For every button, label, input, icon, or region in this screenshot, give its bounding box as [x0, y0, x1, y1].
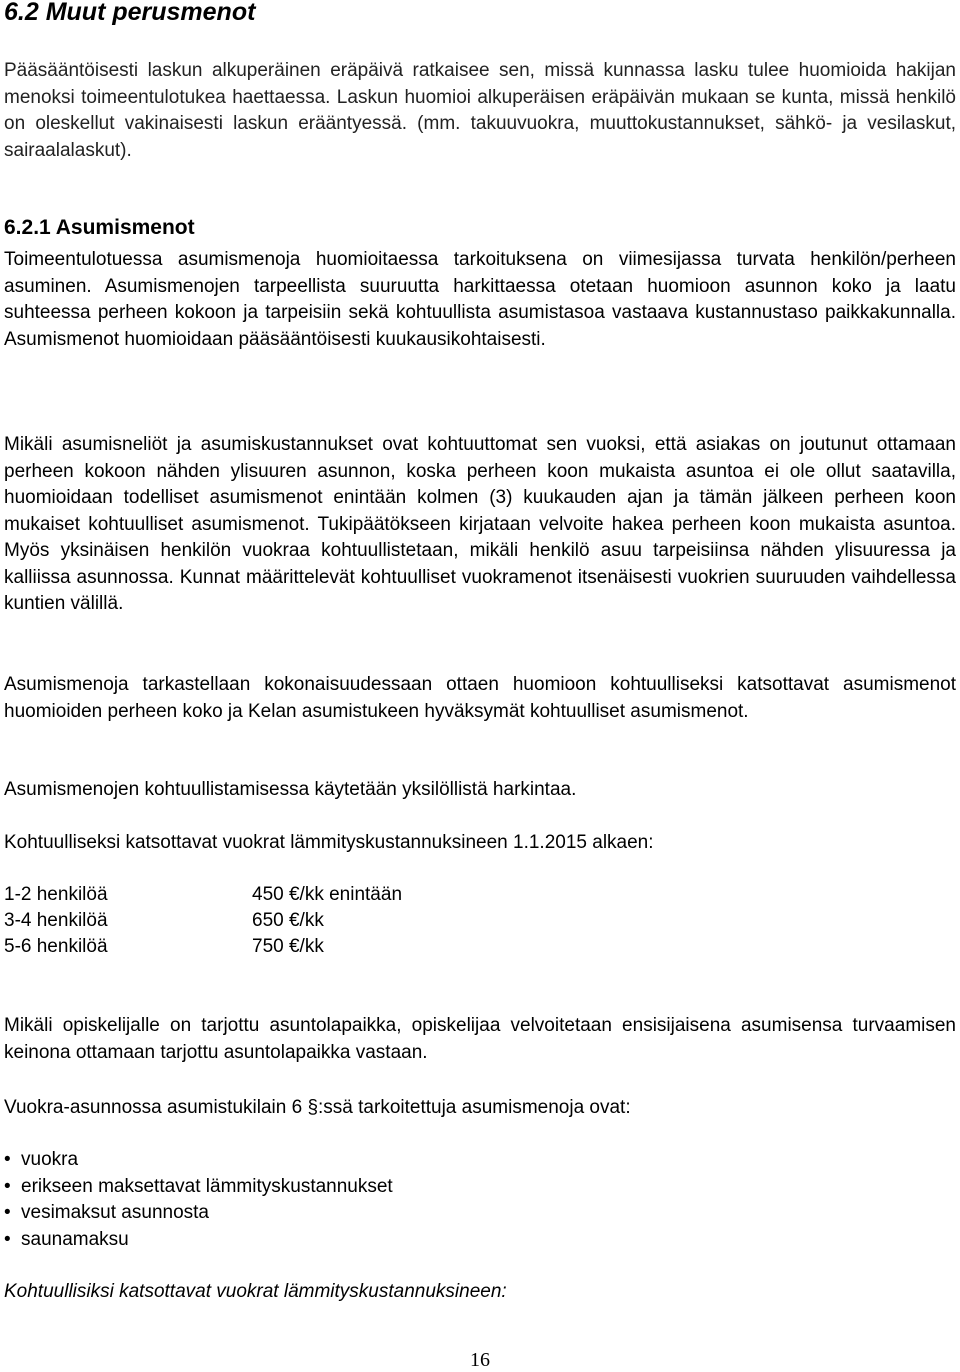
paragraph-student-housing: Mikäli opiskelijalle on tarjottu asuntolapaikka, opiskelijaa velvoitetaan ensisijaisena asumisensa turvaamisen keinona ottamaan tarjottu asuntolapaikka vastaan. — [4, 1015, 956, 1063]
section-heading: 6.2 Muut perusmenot — [4, 0, 256, 26]
rent-group: 5-6 henkilöä — [4, 936, 108, 957]
rent-group: 1-2 henkilöä — [4, 884, 108, 905]
rent-amount: 450 €/kk enintään — [252, 884, 403, 905]
bullet-icon: • — [4, 1228, 11, 1250]
bullet-icon: • — [4, 1149, 11, 1170]
list-item — [4, 1174, 393, 1201]
list-item-label: saunamaksu — [21, 1228, 129, 1250]
paragraph-oversized-housing: Mikäli asumisneliöt ja asumiskustannukset ovat kohtuuttomat sen vuoksi, että asiakas on joutunut ottamaan perheen kokoon nähden ylisuuren asunnon, koska perheen koon mukaista asuntoa ei ole ollut saatavilla, huomioidaan todelliset asumismenot enintään kolmen (3) kuukauden ajan ja tämän jälkeen perheen koon mukaiset kohtuulliset asumismenot. Tukipäätökseen kirjataan velvoite hakea perheen koon mukaista asuntoa. Myös yksinäisen henkilön vuokraa kohtuullistetaan, mikäli henkilö asuu tarpeisiinsa nähden ylisuuressa ja kalliissa asunnossa. Kunnat määrittelevät kohtuulliset vuokramenot itsenäisesti vuokrien suuruuden vaihdellessa kuntien välillä. — [4, 434, 956, 614]
bullet-icon: • — [4, 1202, 11, 1223]
rent-amount: 650 €/kk — [252, 910, 324, 931]
list-item-label: vuokra — [21, 1149, 79, 1170]
page-number: 16 — [470, 1349, 490, 1371]
paragraph-reasonable-rents-intro: Kohtuulliseksi katsottavat vuokrat lämmityskustannuksineen 1.1.2015 alkaen: — [4, 832, 654, 853]
bullet-icon: • — [4, 1175, 11, 1197]
paragraph-overall-assessment: Asumismenoja tarkastellaan kokonaisuudessaan ottaen huomioon kohtuulliseksi katsottavat asumismenot huomioiden perheen koko ja Kelan asumistukeen hyväksymät kohtuulliset asumismenot. — [4, 674, 956, 722]
housing-costs-list — [4, 1147, 393, 1253]
list-item — [4, 1200, 393, 1227]
subsection-heading: 6.2.1 Asumismenot — [4, 216, 195, 239]
paragraph-housing-purpose: Toimeentulotuessa asumismenoja huomioitaessa tarkoituksena on viimesijassa turvata henkilön/perheen asuminen. Asumismenojen tarpeellista suuruutta harkittaessa otetaan huomioon asunnon koko ja laatu suhteessa perheen kokoon ja tarpeisiin sekä kohtuullista asumistasoa vastaava kustannustaso paikkakunnalla. Asumismenot huomioidaan pääsääntöisesti kuukausikohtaisesti. — [4, 249, 956, 350]
list-item-label: vesimaksut asunnosta — [21, 1202, 209, 1223]
paragraph-housing-costs-intro: Vuokra-asunnossa asumistukilain 6 §:ssä tarkoitettuja asumismenoja ovat: — [4, 1097, 631, 1118]
rent-group: 3-4 henkilöä — [4, 910, 108, 931]
list-item — [4, 1147, 393, 1174]
rent-amount: 750 €/kk — [252, 936, 324, 957]
list-item — [4, 1227, 393, 1254]
paragraph-individual-discretion: Asumismenojen kohtuullistamisessa käytetään yksilöllistä harkintaa. — [4, 779, 577, 800]
paragraph-reasonable-rents-italic: Kohtuullisiksi katsottavat vuokrat lämmityskustannuksineen: — [4, 1281, 507, 1302]
list-item-label: erikseen maksettavat lämmityskustannukset — [21, 1175, 393, 1197]
paragraph-due-date-rule: Pääsääntöisesti laskun alkuperäinen eräpäivä ratkaisee sen, missä kunnassa lasku tulee huomioida hakijan menoksi toimeentulotukea haettaessa. Laskun huomioi alkuperäisen eräpäivän mukaan se kunta, missä henkilö on oleskellut vakinaisesti laskun erääntyessä. (mm. takuuvuokra, muuttokustannukset, sähkö- ja vesilaskut, sairaalalaskut). — [4, 60, 956, 161]
